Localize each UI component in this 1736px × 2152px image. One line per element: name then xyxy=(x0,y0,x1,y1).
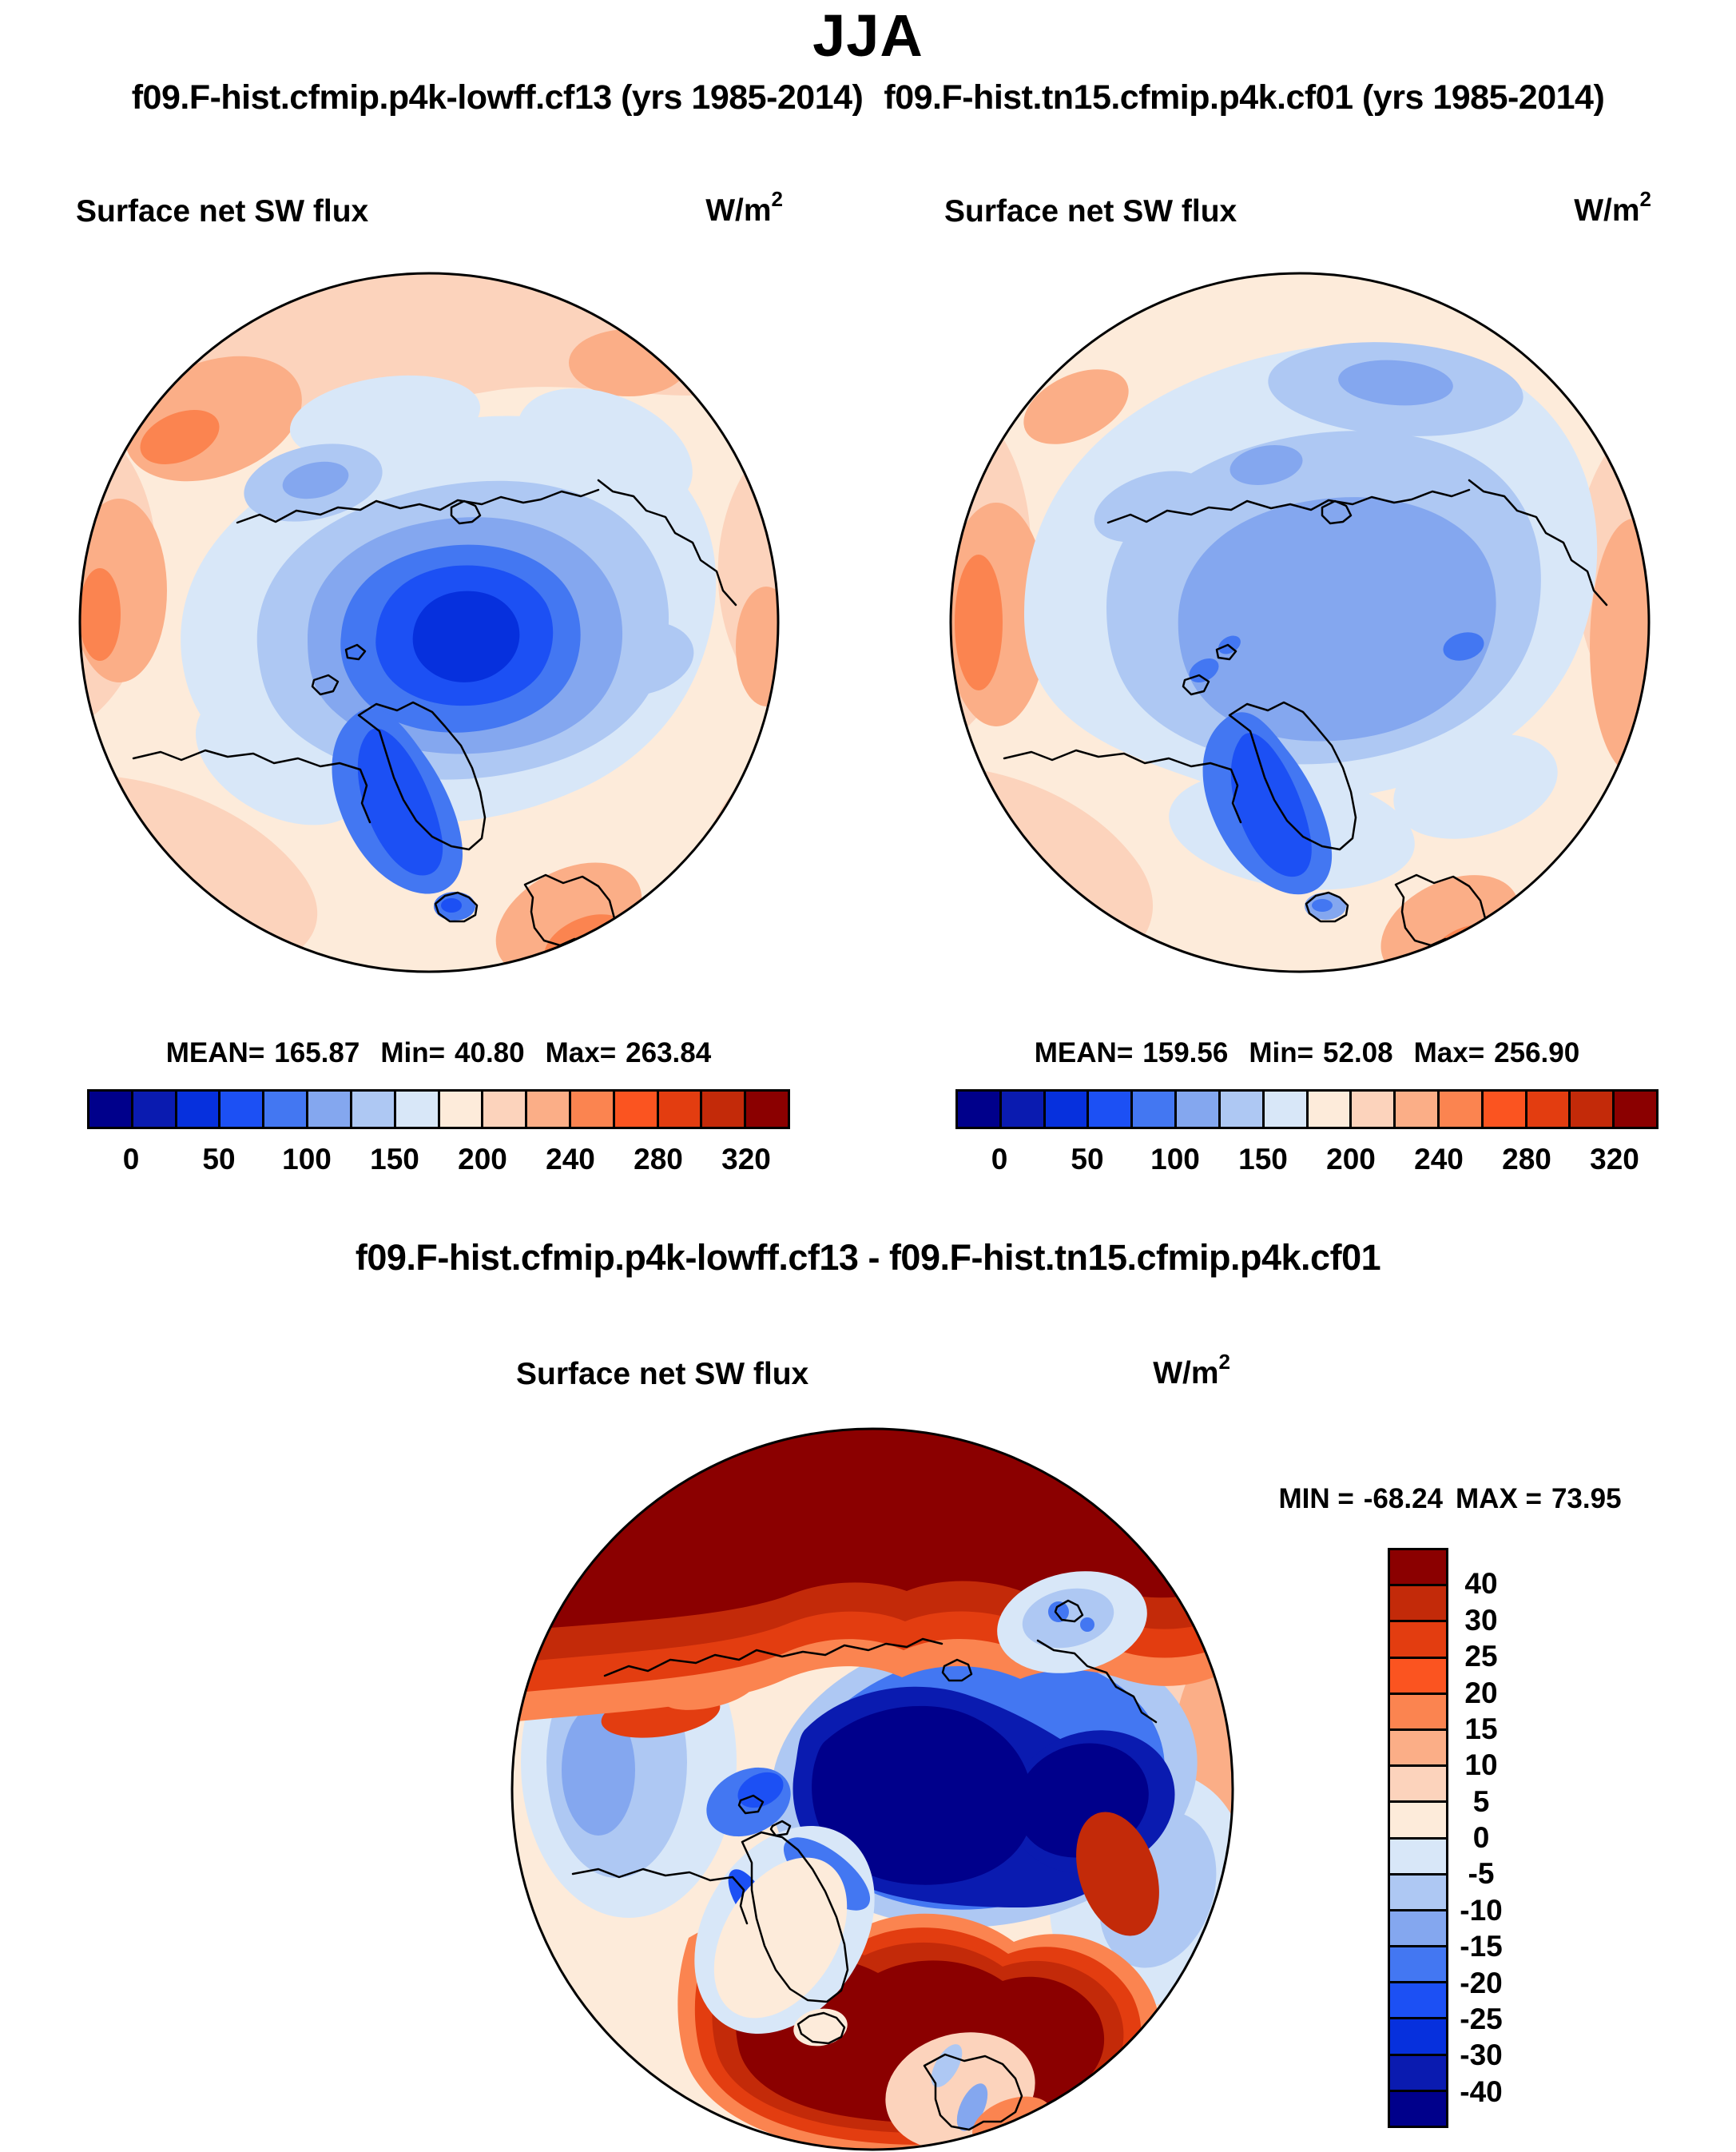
right-panel-units xyxy=(1504,187,1651,229)
colorbar-cell xyxy=(958,1092,999,1127)
max-label: MAX = xyxy=(1456,1483,1542,1514)
right-colorbar-ticks xyxy=(955,1143,1659,1179)
left-panel-title: Surface net SW flux xyxy=(76,194,369,229)
colorbar-cell xyxy=(1043,1092,1087,1127)
colorbar-tick-label: 30 xyxy=(1464,1603,1498,1637)
colorbar-cell xyxy=(1262,1092,1306,1127)
colorbar-cell xyxy=(1390,2090,1446,2126)
colorbar-tick-label: 0 xyxy=(1472,1821,1490,1854)
min-label: Min= xyxy=(380,1037,446,1068)
colorbar-tick-label: -25 xyxy=(1460,2002,1503,2035)
colorbar-tick-label: -15 xyxy=(1460,1930,1503,1963)
diff-panel-units xyxy=(1083,1350,1230,1391)
colorbar-cell xyxy=(218,1092,262,1127)
colorbar-tick-label: 5 xyxy=(1472,1784,1490,1818)
diff-minmax-line xyxy=(1254,1483,1646,1515)
colorbar-cell xyxy=(1349,1092,1393,1127)
colorbar-cell xyxy=(744,1092,788,1127)
colorbar-tick-label: -20 xyxy=(1460,1966,1503,1999)
colorbar-cell xyxy=(999,1092,1043,1127)
colorbar-cell xyxy=(700,1092,744,1127)
colorbar-cell xyxy=(1568,1092,1612,1127)
left-colorbar-ticks xyxy=(87,1143,790,1179)
units-exponent: 2 xyxy=(1218,1350,1230,1374)
colorbar-cell xyxy=(1437,1092,1481,1127)
colorbar-cell xyxy=(131,1092,175,1127)
colorbar-tick-label: 25 xyxy=(1464,1640,1498,1673)
left-stats-line xyxy=(87,1037,790,1069)
left-panel-units xyxy=(635,187,783,229)
colorbar-cell xyxy=(262,1092,306,1127)
max-label: Max= xyxy=(1413,1037,1485,1068)
colorbar-tick-label: -10 xyxy=(1460,1893,1503,1927)
max-value: 73.95 xyxy=(1551,1483,1622,1514)
right-panel-title: Surface net SW flux xyxy=(944,194,1237,229)
colorbar-tick-label: 100 xyxy=(282,1143,332,1175)
colorbar-tick-label: 100 xyxy=(1150,1143,1200,1175)
max-value: 263.84 xyxy=(626,1037,712,1068)
diff-colorbar xyxy=(1388,1548,1448,2128)
colorbar-tick-label: 50 xyxy=(202,1143,236,1175)
colorbar-tick-label: 320 xyxy=(721,1143,771,1175)
colorbar-tick-label: -30 xyxy=(1460,2039,1503,2072)
units-base: W/m xyxy=(1574,193,1640,228)
min-value: -68.24 xyxy=(1363,1483,1444,1514)
colorbar-tick-label: 10 xyxy=(1464,1748,1498,1782)
colorbar-cell xyxy=(481,1092,525,1127)
colorbar-cell xyxy=(1130,1092,1174,1127)
min-label: Min= xyxy=(1249,1037,1314,1068)
difference-title: f09.F-hist.cfmip.p4k-lowff.cf13 - f09.F-hist.tn15.cfmip.p4k.cf01 xyxy=(355,1237,1381,1278)
colorbar-tick-label: 50 xyxy=(1071,1143,1104,1175)
mean-value: 159.56 xyxy=(1142,1037,1229,1068)
colorbar-cell xyxy=(1390,1837,1446,1873)
colorbar-tick-label: 40 xyxy=(1464,1567,1498,1601)
units-exponent: 2 xyxy=(771,187,783,211)
colorbar-cell xyxy=(175,1092,219,1127)
colorbar-tick-label: 200 xyxy=(1326,1143,1376,1175)
colorbar-tick-label: 320 xyxy=(1590,1143,1639,1175)
colorbar-cell xyxy=(1306,1092,1350,1127)
colorbar-cell xyxy=(1390,1945,1446,1981)
colorbar-tick-label: -5 xyxy=(1468,1857,1495,1891)
colorbar-tick-label: 240 xyxy=(1414,1143,1464,1175)
colorbar-cell xyxy=(1390,1800,1446,1836)
min-value: 52.08 xyxy=(1323,1037,1393,1068)
colorbar-cell xyxy=(350,1092,394,1127)
colorbar-cell xyxy=(1390,1550,1446,1584)
colorbar-cell xyxy=(1612,1092,1656,1127)
colorbar-cell xyxy=(525,1092,569,1127)
colorbar-tick-label: 200 xyxy=(458,1143,507,1175)
colorbar-cell xyxy=(1390,1693,1446,1728)
units-base: W/m xyxy=(1153,1356,1219,1390)
colorbar-cell xyxy=(569,1092,613,1127)
colorbar-tick-label: 150 xyxy=(370,1143,419,1175)
left-colorbar xyxy=(87,1089,790,1129)
run-right-label: f09.F-hist.tn15.cfmip.p4k.cf01 (yrs 1985-2014) xyxy=(884,78,1605,117)
right-colorbar xyxy=(955,1089,1659,1129)
min-label: MIN = xyxy=(1278,1483,1354,1514)
map-right-polar-stereographic xyxy=(948,271,1651,974)
colorbar-tick-label: 0 xyxy=(122,1143,140,1175)
colorbar-cell xyxy=(1390,1981,1446,2017)
colorbar-tick-label: 280 xyxy=(1502,1143,1551,1175)
colorbar-tick-label: 280 xyxy=(634,1143,683,1175)
run-left-label: f09.F-hist.cfmip.p4k-lowff.cf13 (yrs 1985-2014) xyxy=(131,78,864,117)
colorbar-cell xyxy=(1218,1092,1262,1127)
colorbar-cell xyxy=(657,1092,701,1127)
colorbar-tick-label: -40 xyxy=(1460,2074,1503,2108)
colorbar-tick-label: 240 xyxy=(546,1143,595,1175)
colorbar-cell xyxy=(1393,1092,1437,1127)
mean-value: 165.87 xyxy=(274,1037,360,1068)
right-stats-line xyxy=(955,1037,1659,1069)
colorbar-cell xyxy=(1390,1873,1446,1909)
colorbar-tick-label: 150 xyxy=(1238,1143,1288,1175)
mean-label: MEAN= xyxy=(1034,1037,1134,1068)
max-value: 256.90 xyxy=(1494,1037,1580,1068)
run-titles xyxy=(0,78,1736,117)
colorbar-tick-label: 20 xyxy=(1464,1676,1498,1709)
units-exponent: 2 xyxy=(1639,187,1651,211)
colorbar-cell xyxy=(1390,1584,1446,1620)
colorbar-cell xyxy=(1390,1909,1446,1945)
units-base: W/m xyxy=(705,193,772,228)
colorbar-cell xyxy=(438,1092,482,1127)
colorbar-cell xyxy=(1390,1728,1446,1764)
colorbar-cell xyxy=(394,1092,438,1127)
max-label: Max= xyxy=(545,1037,617,1068)
colorbar-cell xyxy=(306,1092,350,1127)
colorbar-cell xyxy=(89,1092,131,1127)
min-value: 40.80 xyxy=(455,1037,525,1068)
colorbar-cell xyxy=(1086,1092,1130,1127)
mean-label: MEAN= xyxy=(165,1037,265,1068)
colorbar-cell xyxy=(1390,2054,1446,2090)
colorbar-tick-label: 0 xyxy=(991,1143,1008,1175)
colorbar-cell xyxy=(1390,1657,1446,1693)
colorbar-cell xyxy=(1525,1092,1569,1127)
colorbar-tick-label: 15 xyxy=(1464,1712,1498,1745)
colorbar-cell xyxy=(1481,1092,1525,1127)
colorbar-cell xyxy=(1174,1092,1218,1127)
map-diff-polar-stereographic xyxy=(509,1426,1236,2152)
diff-panel-title: Surface net SW flux xyxy=(516,1357,809,1391)
colorbar-cell xyxy=(1390,1764,1446,1800)
colorbar-cell xyxy=(613,1092,657,1127)
season-title: JJA xyxy=(812,2,924,69)
colorbar-cell xyxy=(1390,1620,1446,1656)
colorbar-cell xyxy=(1390,2017,1446,2053)
map-left-polar-stereographic xyxy=(77,271,781,974)
